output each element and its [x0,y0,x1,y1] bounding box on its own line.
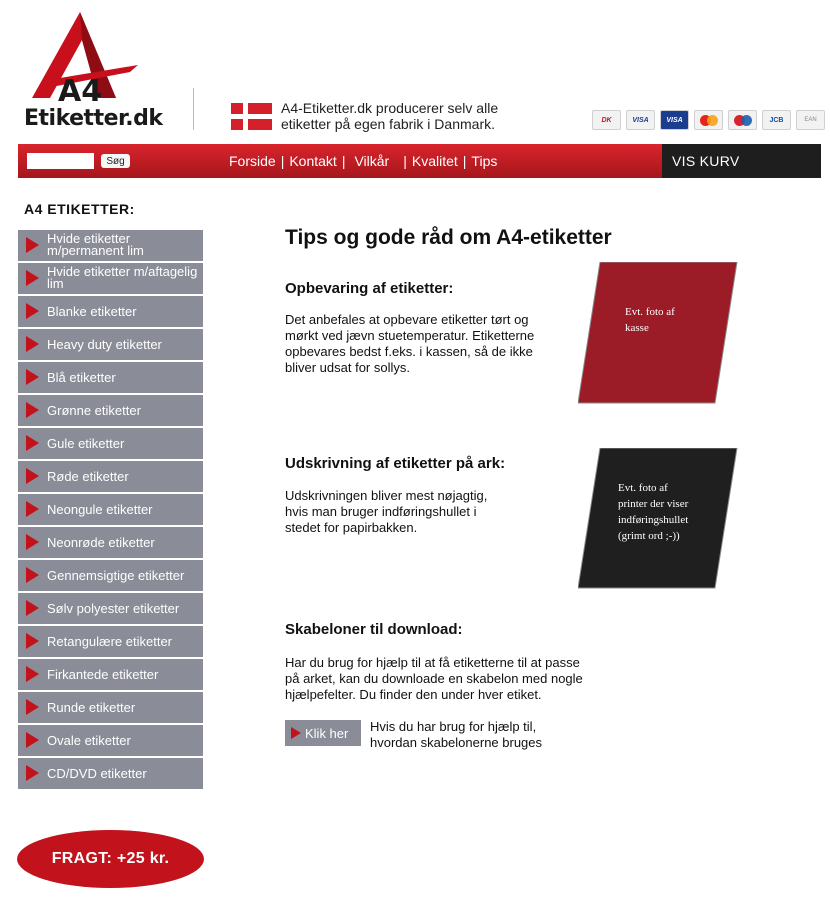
main-navbar [18,144,663,178]
sidebar-item-retangulaere[interactable] [18,626,203,657]
header-divider [193,88,194,130]
page-title: Tips og gode råd om A4-etiketter [285,226,612,249]
maestro-icon [728,110,757,130]
sidebar-item-label: Heavy duty etiketter [47,336,162,352]
arrow-right-icon [18,428,40,459]
arrow-right-icon [18,593,40,624]
sidebar-item-solv-polyester[interactable] [18,593,203,624]
arrow-right-icon [18,296,40,327]
sidebar-item-runde[interactable] [18,692,203,723]
arrow-right-icon [18,725,40,756]
text-line: Hvis du har brug for hjælp til, [370,719,537,734]
text-line: Har du brug for hjælp til at få etiketterne til at passe [285,655,580,670]
text-line: Udskrivningen bliver mest nøjagtig, [285,488,488,503]
arrow-right-icon [18,527,40,558]
caption-line: Evt. foto af [618,482,668,494]
tagline [281,100,541,132]
arrow-right-icon [18,362,40,393]
sidebar-item-gennemsigtige[interactable] [18,560,203,591]
visa-electron-icon: VISA [660,110,689,130]
arrow-right-icon [18,659,40,690]
search-button[interactable]: Søg [101,154,130,168]
sidebar-item-label: Neongule etiketter [47,501,153,517]
view-cart-link[interactable]: VIS KURV [672,153,740,169]
sidebar-item-label: Runde etiketter [47,699,136,715]
nav-links [229,153,497,169]
payment-cards [592,110,825,130]
sidebar-item-label: Gule etiketter [47,435,125,451]
tagline-line-2: etiketter på egen fabrik i Danmark. [281,116,495,132]
danish-flag-icon [231,103,272,130]
caption-line: Evt. foto af [625,306,675,318]
sidebar-item-gule[interactable] [18,428,203,459]
sidebar-item-firkantede[interactable] [18,659,203,690]
click-here-description [370,719,542,751]
arrow-right-icon [285,720,303,746]
site-logo[interactable] [20,10,163,132]
sidebar-item-label: Grønne etiketter [47,402,141,418]
sidebar-item-label: Firkantede etiketter [47,666,159,682]
caption-line: printer der viser [618,498,689,510]
arrow-right-icon [18,395,40,426]
sidebar-item-label: Gennemsigtige etiketter [47,567,185,583]
arrow-right-icon [18,461,40,492]
sidebar-item-hvide-permanent[interactable] [18,230,203,261]
arrow-right-icon [18,329,40,360]
logo-a4-text: A4 [58,74,103,109]
photo-caption [618,480,688,544]
sidebar-title: A4 ETIKETTER: [24,201,135,217]
nav-vilkar[interactable]: Vilkår [354,153,390,169]
arrow-right-icon [18,494,40,525]
sidebar-item-blanke[interactable] [18,296,203,327]
caption-line: kasse [625,322,649,334]
sidebar-item-neonrode[interactable] [18,527,203,558]
nav-separator: | [403,153,407,169]
sidebar-item-cd-dvd[interactable] [18,758,203,789]
text-line: hvordan skabelonerne bruges [370,735,543,750]
sidebar-item-label: Neonrøde etiketter [47,534,155,550]
mastercard-icon [694,110,723,130]
sidebar-item-label: Hvide etiketter m/permanent lim [47,231,144,258]
nav-separator: | [341,153,346,169]
nav-kontakt[interactable]: Kontakt [289,153,337,169]
nav-separator: | [280,153,285,169]
nav-kvalitet[interactable]: Kvalitet [411,153,458,169]
nav-tips[interactable]: Tips [471,153,498,169]
sidebar-item-rode[interactable] [18,461,203,492]
click-here-button[interactable] [285,720,361,746]
search-input[interactable] [27,153,94,169]
sidebar-item-label: CD/DVD etiketter [47,765,147,781]
nav-forside[interactable]: Forside [229,153,276,169]
section-heading-templates: Skabeloner til download: [285,621,463,638]
sidebar-item-bla[interactable] [18,362,203,393]
visa-icon: VISA [626,110,655,130]
sidebar-item-hvide-aftagelig[interactable] [18,263,203,294]
sidebar-item-label: Ovale etiketter [47,732,131,748]
text-line: på arket, kan du downloade en skabelon med nogle [285,671,583,686]
arrow-right-icon [18,692,40,723]
nav-separator: | [462,153,467,169]
sidebar-item-label: Sølv polyester etiketter [47,600,180,616]
sidebar-item-label: Røde etiketter [47,468,129,484]
photo-caption [625,304,675,336]
caption-line: (grimt ord ;-)) [618,530,680,542]
text-line: opbevares bedst f.eks. i kassen, så de ikke [285,344,533,359]
text-line: stedet for papirbakken. [285,520,418,535]
caption-line: indføringshullet [618,514,689,526]
section-heading-storage: Opbevaring af etiketter: [285,280,454,297]
photo-placeholder-printer [578,448,738,589]
text-line: Det anbefales at opbevare etiketter tørt og [285,312,529,327]
text-line: mørkt ved jævn stuetemperatur. Etiketterne [285,328,535,343]
arrow-right-icon [18,263,40,294]
text-line: hjælpefelter. Du finder den under hver etiket. [285,687,542,702]
sidebar-menu [18,230,203,791]
sidebar-item-neongule[interactable] [18,494,203,525]
sidebar-item-label: Hvide etiketter m/aftagelig lim [47,264,198,291]
arrow-right-icon [18,230,40,261]
sidebar-item-gronne[interactable] [18,395,203,426]
tagline-line-1: A4-Etiketter.dk producerer selv alle [281,100,499,116]
sidebar-item-ovale[interactable] [18,725,203,756]
section-text-storage [285,312,534,376]
dankort-icon: DK [592,110,621,130]
arrow-right-icon [18,626,40,657]
text-line: hvis man bruger indføringshullet i [285,504,477,519]
logo-text: Etiketter.dk [24,106,163,131]
sidebar-item-label: Blå etiketter [47,369,116,385]
sidebar-item-label: Blanke etiketter [47,303,137,319]
section-text-printing [285,488,487,536]
freight-badge: FRAGT: +25 kr. [17,830,204,888]
jcb-icon: JCB [762,110,791,130]
sidebar-item-label: Retangulære etiketter [47,633,173,649]
cart-bar [662,144,821,178]
ean-icon: EAN [796,110,825,130]
text-line: bliver udsat for sollys. [285,360,410,375]
sidebar-item-heavy-duty[interactable] [18,329,203,360]
section-heading-printing: Udskrivning af etiketter på ark: [285,455,506,472]
arrow-right-icon [18,758,40,789]
arrow-right-icon [18,560,40,591]
click-here-label: Klik her [305,725,349,741]
photo-placeholder-box [578,262,738,404]
section-text-templates [285,655,583,703]
